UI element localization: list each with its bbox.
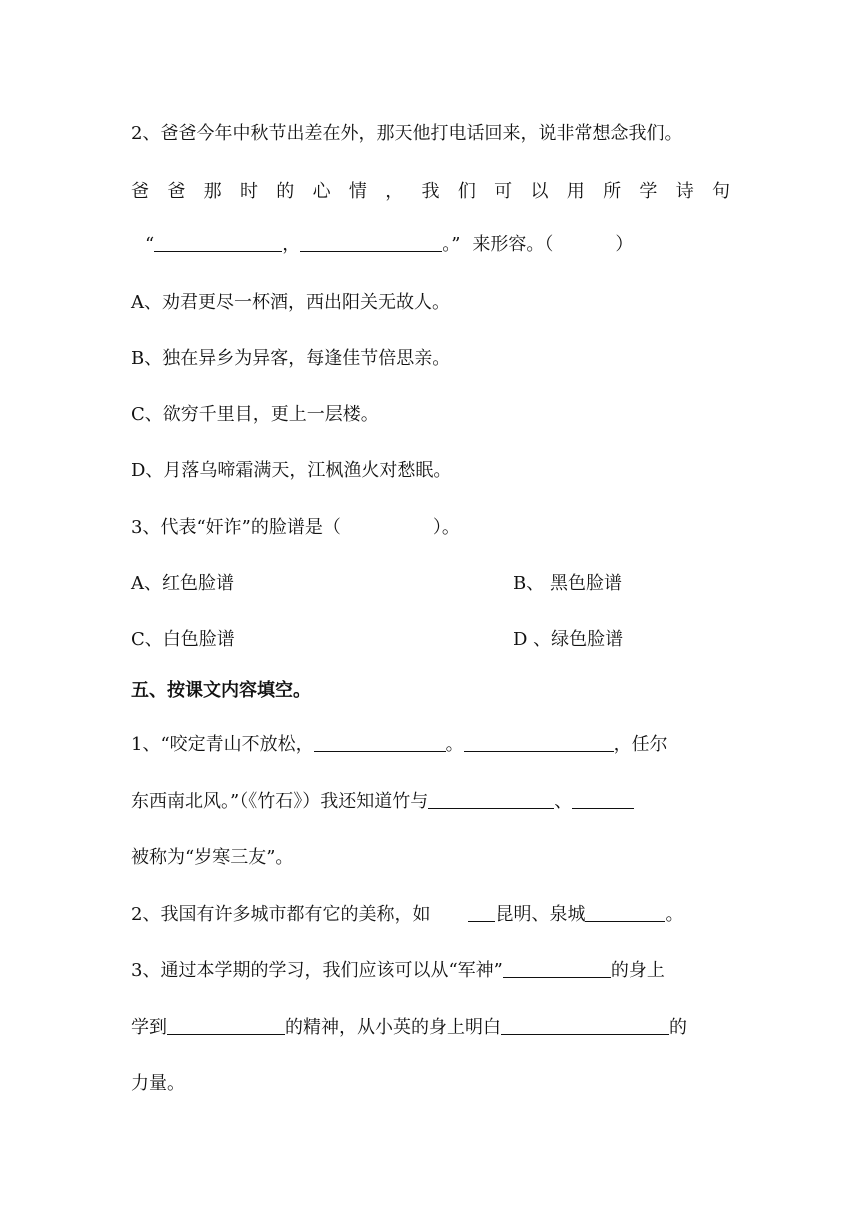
line2-char: 爸 xyxy=(167,181,192,202)
item-3-text-b: 的身上 xyxy=(610,960,665,981)
blank-poem-line-2[interactable] xyxy=(300,233,442,252)
section-5-item-1-line2 xyxy=(131,790,730,814)
blank-xiaoying[interactable] xyxy=(501,1016,669,1035)
question-3-stem-left: 3、代表“奸诈”的脸谱是（ xyxy=(131,517,341,538)
line2-char: 爸 xyxy=(131,181,156,202)
line2-char: 以 xyxy=(530,181,555,202)
item-1-text-b: 。 xyxy=(445,734,464,755)
item-3-text-c: 学到 xyxy=(131,1017,167,1038)
blank-city-2[interactable] xyxy=(585,903,665,922)
item-1-text-a: 1、“咬定青山不放松， xyxy=(131,734,314,755)
section-5-item-3-line3: 力量。 xyxy=(131,1073,185,1094)
line2-char: 那 xyxy=(203,181,228,202)
close-quote: 。” xyxy=(442,234,461,255)
option-b: B、独在异乡为异客，每逢佳节倍思亲。 xyxy=(131,348,451,369)
line2-char: 所 xyxy=(603,181,628,202)
line2-char: 学 xyxy=(639,181,664,202)
paren-close: ） xyxy=(615,234,634,255)
section-5-heading: 五、按课文内容填空。 xyxy=(131,680,311,701)
option-c: C、白色脸谱 xyxy=(131,629,235,650)
blank-junshen[interactable] xyxy=(503,959,611,978)
line2-char: 我 xyxy=(421,181,446,202)
item-1-text-c: ，任尔 xyxy=(613,734,668,755)
option-a: A、劝君更尽一杯酒，西出阳关无故人。 xyxy=(131,292,450,313)
question-3-stem xyxy=(131,516,730,540)
line2-char: 情 xyxy=(348,181,374,202)
question-2-stem xyxy=(131,122,730,146)
item-1-text-e: 、 xyxy=(554,791,573,812)
line2-char: 诗 xyxy=(675,181,700,202)
section-5-item-3-line1 xyxy=(131,959,730,983)
blank-zhushi-2[interactable] xyxy=(464,733,614,752)
line2-char: 心 xyxy=(312,181,337,202)
blank-poem-line-1[interactable] xyxy=(154,233,282,252)
line2-char: 时 xyxy=(239,181,265,202)
section-5-item-2 xyxy=(131,903,730,927)
line2-char: 们 xyxy=(457,181,483,202)
line2-char: 句 xyxy=(712,181,730,202)
item-3-text-a: 3、通过本学期的学习，我们应该可以从“军神” xyxy=(131,960,503,981)
item-3-text-e: 的 xyxy=(669,1017,687,1038)
item-2-text-b: 昆明、泉城 xyxy=(495,904,586,925)
blank-spirit[interactable] xyxy=(167,1016,285,1035)
question-3-options-row2 xyxy=(131,628,730,652)
comma: ， xyxy=(282,234,301,255)
line2-char: ， xyxy=(385,181,410,202)
option-b: B、 黑色脸谱 xyxy=(513,573,622,594)
line2-char: 用 xyxy=(566,181,592,202)
option-d: D 、绿色脸谱 xyxy=(513,629,624,650)
line2-char: 的 xyxy=(276,181,301,202)
blank-friend-1[interactable] xyxy=(428,790,554,809)
section-5-item-1-line1 xyxy=(131,733,730,757)
item-1-text-d: 东西南北风。”（《竹石》）我还知道竹与 xyxy=(131,791,429,812)
section-5-item-1-line3: 被称为“岁寒三友”。 xyxy=(131,847,294,868)
item-2-text-c: 。 xyxy=(665,904,684,925)
blank-friend-2[interactable] xyxy=(572,790,634,809)
question-2-line3 xyxy=(131,233,730,257)
section-5-item-3-line2 xyxy=(131,1016,730,1040)
option-c: C、欲穷千里目，更上一层楼。 xyxy=(131,404,379,425)
option-a: A、红色脸谱 xyxy=(131,573,234,594)
blank-zhushi-1[interactable] xyxy=(314,733,446,752)
question-3-options-row1 xyxy=(131,572,730,596)
open-quote: “ xyxy=(145,234,155,255)
option-d: D、月落乌啼霜满天，江枫渔火对愁眠。 xyxy=(131,460,452,481)
line3-tail: 来形容。（ xyxy=(472,234,554,255)
line2-char: 可 xyxy=(494,181,519,202)
item-3-text-d: 的精神，从小英的身上明白 xyxy=(285,1017,501,1038)
question-3-stem-right: ）。 xyxy=(432,517,460,538)
question-2-line2 xyxy=(131,180,730,204)
item-2-text-a: 2、我国有许多城市都有它的美称，如 xyxy=(131,904,431,925)
question-2-line1: 2、爸爸今年中秋节出差在外，那天他打电话回来，说非常想念我们。 xyxy=(131,123,683,144)
blank-city-1[interactable] xyxy=(468,903,495,922)
